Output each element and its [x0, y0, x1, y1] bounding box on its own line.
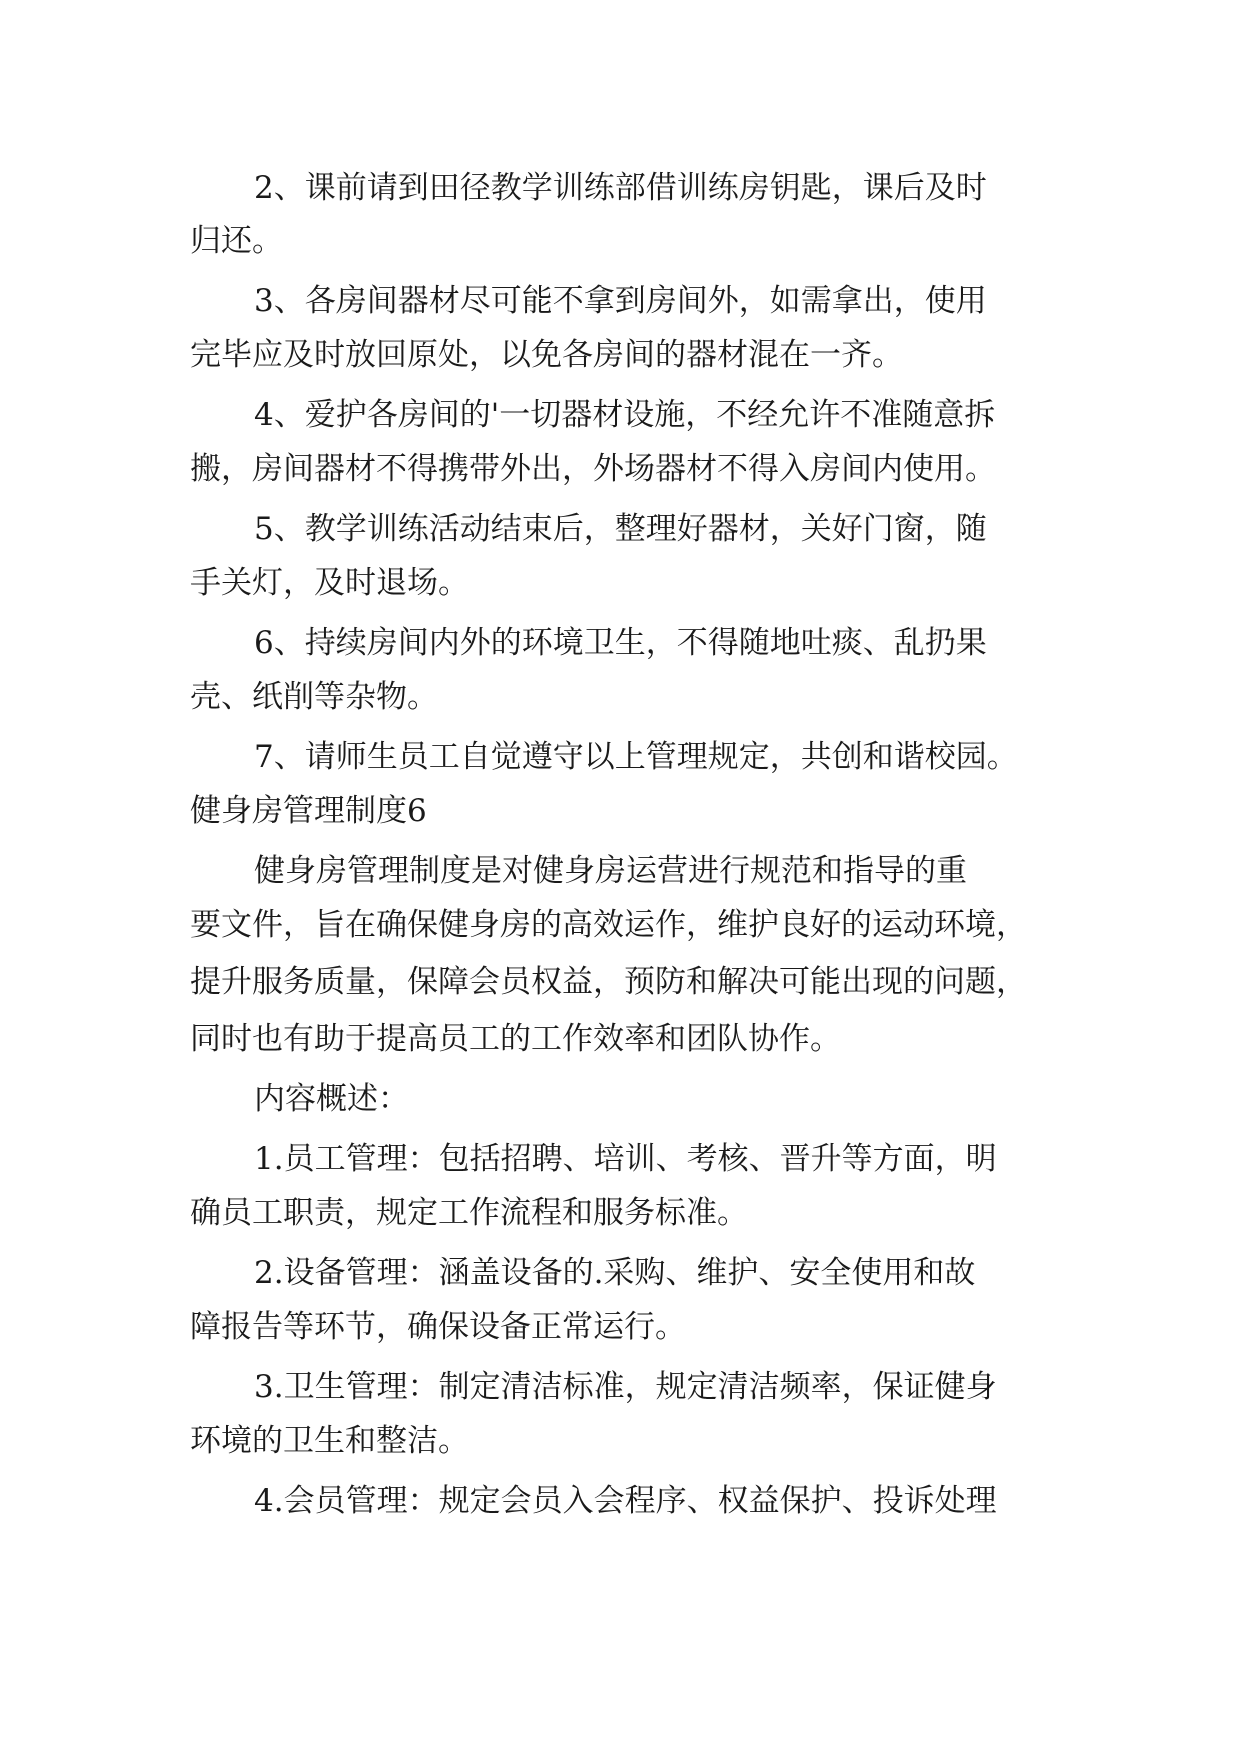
- paragraph-line: 2、课前请到田径教学训练部借训练房钥匙，课后及时: [254, 170, 987, 206]
- section-heading: 健身房管理制度6: [190, 793, 427, 829]
- paragraph-line: 归还。: [190, 223, 283, 259]
- paragraph-line: 6、持续房间内外的环境卫生，不得随地吐痰、乱扔果: [254, 625, 987, 661]
- paragraph-line: 手关灯，及时退场。: [190, 565, 469, 601]
- paragraph-line: 完毕应及时放回原处，以免各房间的器材混在一齐。: [190, 337, 903, 373]
- paragraph-line: 障报告等环节，确保设备正常运行。: [190, 1309, 686, 1345]
- paragraph-line: 搬，房间器材不得携带外出，外场器材不得入房间内使用。: [190, 451, 996, 487]
- paragraph-line: 壳、纸削等杂物。: [190, 679, 438, 715]
- paragraph-line: 2.设备管理：涵盖设备的.采购、维护、安全使用和故: [254, 1255, 976, 1291]
- paragraph-line: 确员工职责，规定工作流程和服务标准。: [190, 1195, 748, 1231]
- paragraph-line: 内容概述：: [254, 1081, 409, 1117]
- paragraph-line: 健身房管理制度是对健身房运营进行规范和指导的重: [254, 853, 967, 889]
- paragraph-line: 4、爱护各房间的'一切器材设施，不经允许不准随意拆: [254, 397, 996, 433]
- paragraph-line: 4.会员管理：规定会员入会程序、权益保护、投诉处理: [254, 1483, 997, 1519]
- paragraph-line: 要文件，旨在确保健身房的高效运作，维护良好的运动环境，: [190, 907, 1027, 943]
- paragraph-line: 7、请师生员工自觉遵守以上管理规定，共创和谐校园。: [254, 739, 1018, 775]
- paragraph-line: 5、教学训练活动结束后，整理好器材，关好门窗，随: [254, 511, 987, 547]
- paragraph-line: 3.卫生管理：制定清洁标准，规定清洁频率，保证健身: [254, 1369, 997, 1405]
- paragraph-line: 3、各房间器材尽可能不拿到房间外，如需拿出，使用: [254, 283, 987, 319]
- paragraph-line: 提升服务质量，保障会员权益，预防和解决可能出现的问题，: [190, 964, 1027, 1000]
- paragraph-line: 1.员工管理：包括招聘、培训、考核、晋升等方面，明: [254, 1141, 997, 1177]
- paragraph-line: 同时也有助于提高员工的工作效率和团队协作。: [190, 1021, 841, 1057]
- paragraph-line: 环境的卫生和整洁。: [190, 1423, 469, 1459]
